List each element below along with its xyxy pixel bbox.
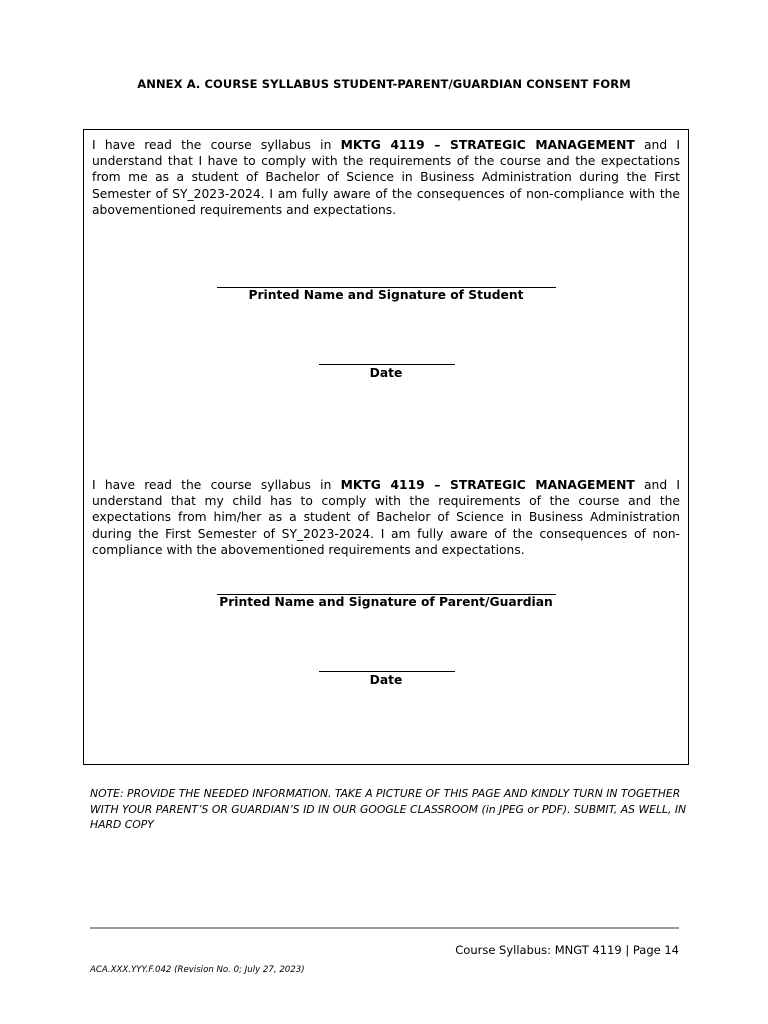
submission-note: NOTE: PROVIDE THE NEEDED INFORMATION. TAKE A PICTURE OF THIS PAGE AND KINDLY TURN IN TOGETHER WITH YOUR PARENT’S OR GUARDIAN’S ID IN OUR GOOGLE CLASSROOM (in JPEG or PDF). SUBMIT, AS WELL, IN HARD COPY <box>90 787 687 831</box>
footer-divider <box>90 927 679 929</box>
parent-statement-course: MKTG 4119 – STRATEGIC MANAGEMENT <box>340 478 635 492</box>
parent-statement-intro: I have read the course syllabus in <box>92 478 341 492</box>
parent-statement-body: and I understand that my child has to comply with the requirements of the course and the expectations from him/her as a student of Bachelor of Science in Business Administration during the First Semester of SY_2023-2024. I am fully aware of the consequences of non-compliance with the abovementioned requirements and expectations. <box>92 478 680 557</box>
page-info: Course Syllabus: MNGT 4119 | Page 14 <box>455 943 679 957</box>
parent-date-line[interactable] <box>319 671 455 672</box>
parent-consent-statement <box>92 477 680 558</box>
parent-signature-label: Printed Name and Signature of Parent/Guardian <box>219 595 553 609</box>
student-statement-course: MKTG 4119 – STRATEGIC MANAGEMENT <box>340 138 635 152</box>
consent-form-box <box>83 129 689 765</box>
student-statement-intro: I have read the course syllabus in <box>92 138 341 152</box>
parent-date-label: Date <box>369 673 403 687</box>
document-code: ACA.XXX.YYY.F.042 (Revision No. 0; July 27, 2023) <box>90 965 305 975</box>
student-statement-body: and I understand that I have to comply with the requirements of the course and the expectations from me as a student of Bachelor of Science in Business Administration during the First Semester of SY_2023-2024. I am fully aware of the consequences of non-compliance with the abovementioned requirements and expectations. <box>92 138 680 217</box>
student-consent-statement <box>92 137 680 218</box>
document-title: ANNEX A. COURSE SYLLABUS STUDENT-PARENT/GUARDIAN CONSENT FORM <box>137 77 631 91</box>
student-signature-label: Printed Name and Signature of Student <box>248 288 524 302</box>
student-date-label: Date <box>369 366 403 380</box>
student-date-line[interactable] <box>319 364 455 365</box>
